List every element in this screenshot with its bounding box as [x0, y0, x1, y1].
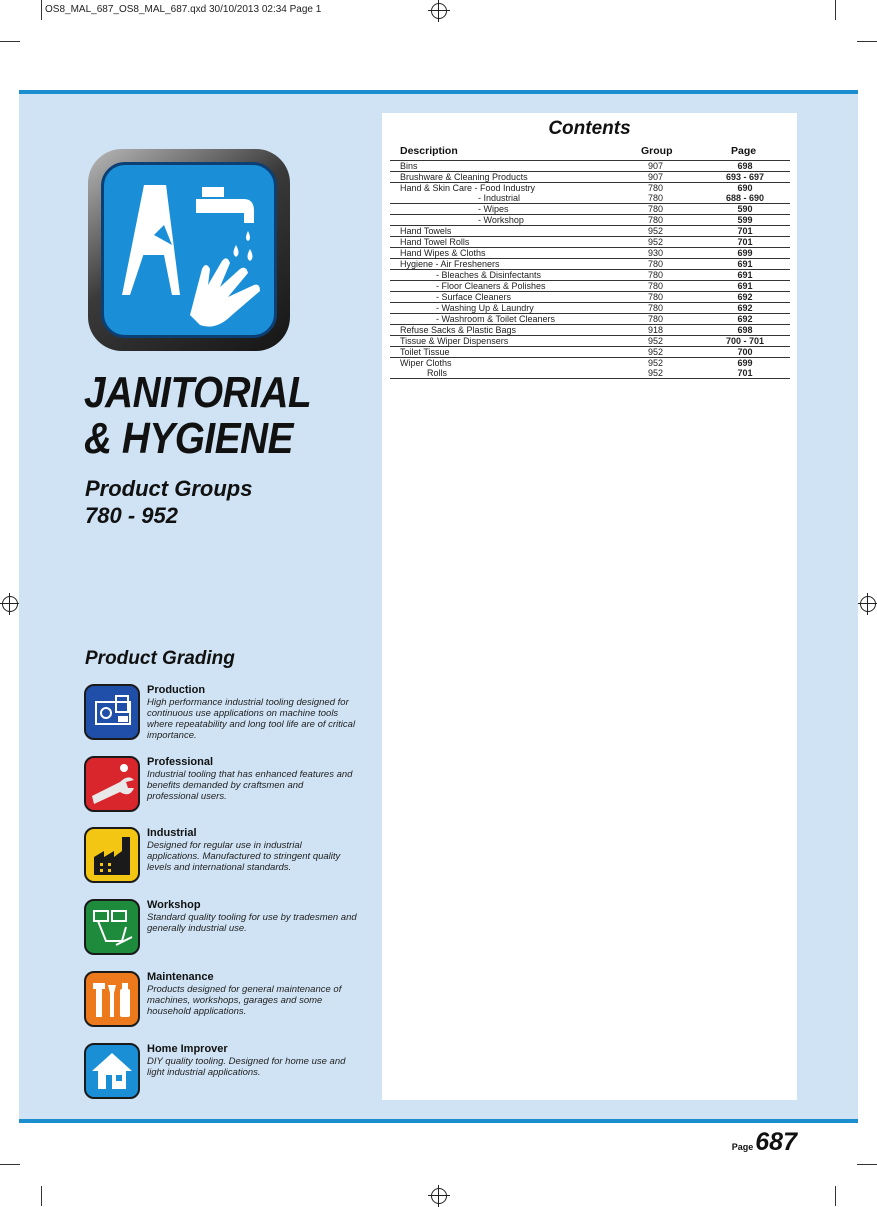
grade-name: Workshop	[147, 899, 201, 911]
row-group: 780	[648, 314, 664, 324]
section-title-line2: & HYGIENE	[84, 414, 294, 463]
row-group: 780	[648, 281, 664, 291]
grade-description: Industrial tooling that has enhanced features and benefits demanded by craftsmen and professional users.	[147, 769, 353, 802]
contents-row	[390, 335, 790, 346]
row-group: 780	[648, 292, 664, 302]
row-page: 701	[737, 237, 753, 247]
row-page: 690	[737, 183, 753, 193]
row-group: 907	[648, 172, 664, 182]
contents-row	[390, 214, 790, 225]
contents-row	[390, 357, 790, 368]
contents-row	[390, 280, 790, 291]
row-group: 780	[648, 183, 664, 193]
row-page: 692	[737, 314, 753, 324]
grade-name: Home Improver	[147, 1043, 228, 1055]
row-description: - Wipes	[478, 204, 509, 214]
crop-mark	[835, 1186, 836, 1206]
print-slug: OS8_MAL_687_OS8_MAL_687.qxd 30/10/2013 02:34 Page 1	[45, 4, 322, 15]
contents-row	[390, 368, 790, 378]
grade-name: Maintenance	[147, 971, 214, 983]
header-group: Group	[641, 145, 673, 157]
row-page: 693 - 697	[725, 172, 765, 182]
section-title-line1: JANITORIAL	[84, 368, 312, 417]
row-page: 701	[737, 226, 753, 236]
row-description: Hand Wipes & Cloths	[400, 248, 486, 258]
page-number: 687	[755, 1128, 797, 1156]
row-group: 780	[648, 303, 664, 313]
row-description: Hand & Skin Care - Food Industry	[400, 183, 536, 193]
grade-description: Products designed for general maintenance of machines, workshops, garages and some household applications.	[147, 984, 342, 1017]
row-description: Tissue & Wiper Dispensers	[400, 336, 509, 346]
contents-row	[390, 291, 790, 302]
row-page: 692	[737, 292, 753, 302]
spanner-icon	[84, 756, 140, 812]
grade-description: Standard quality tooling for use by tradesmen and generally industrial use.	[147, 912, 357, 934]
page-footer	[732, 1128, 797, 1157]
registration-mark-icon	[431, 3, 447, 19]
row-description: - Bleaches & Disinfectants	[436, 270, 542, 280]
row-page: 699	[737, 248, 753, 258]
contents-row	[390, 269, 790, 280]
row-description: - Washroom & Toilet Cleaners	[436, 314, 556, 324]
header-page: Page	[731, 145, 757, 157]
row-group: 780	[648, 204, 664, 214]
section-subtitle	[85, 475, 252, 529]
row-group: 952	[648, 237, 664, 247]
registration-mark-icon	[860, 596, 876, 612]
row-description: - Workshop	[478, 215, 524, 225]
row-description: Rolls	[427, 368, 448, 378]
header-description: Description	[400, 145, 458, 157]
grade-name: Professional	[147, 756, 214, 768]
table-bottom-rule	[390, 378, 790, 379]
crop-mark	[41, 1186, 42, 1206]
contents-row	[390, 236, 790, 247]
row-group: 952	[648, 226, 664, 236]
row-page: 700	[737, 347, 753, 357]
grade-name: Production	[147, 684, 206, 696]
row-group: 952	[648, 347, 664, 357]
grade-name: Industrial	[147, 827, 197, 839]
row-description: Refuse Sacks & Plastic Bags	[400, 325, 517, 335]
row-description: Wiper Cloths	[400, 358, 452, 368]
registration-mark-icon	[431, 1188, 447, 1204]
row-page: 698	[737, 161, 753, 171]
row-page: 700 - 701	[725, 336, 765, 346]
contents-row	[390, 182, 790, 193]
row-description: - Washing Up & Laundry	[436, 303, 534, 313]
house-icon	[84, 1043, 140, 1099]
row-group: 930	[648, 248, 664, 258]
grade-description: High performance industrial tooling designed for continuous use applications on machine tools where repeatability and long tool life are of critical importance.	[147, 697, 356, 741]
row-description: Hygiene - Air Fresheners	[400, 259, 500, 269]
row-group: 907	[648, 161, 664, 171]
contents-title: Contents	[548, 118, 631, 139]
row-page: 590	[737, 204, 753, 214]
crop-mark	[857, 41, 877, 42]
page-label: Page	[731, 1142, 754, 1152]
row-page: 699	[737, 358, 753, 368]
row-group: 918	[648, 325, 664, 335]
registration-mark-icon	[2, 596, 18, 612]
grade-description: DIY quality tooling. Designed for home use and light industrial applications.	[147, 1056, 346, 1078]
row-description: Toilet Tissue	[400, 347, 450, 357]
contents-row	[390, 247, 790, 258]
cnc-machine-icon	[84, 684, 140, 740]
factory-icon	[84, 827, 140, 883]
row-page: 691	[737, 270, 753, 280]
row-description: - Surface Cleaners	[436, 292, 512, 302]
contents-row	[390, 258, 790, 269]
row-page: 701	[737, 368, 753, 378]
row-group: 780	[648, 193, 664, 203]
contents-row	[390, 313, 790, 324]
contents-row	[390, 203, 790, 214]
row-group: 952	[648, 368, 664, 378]
contents-panel	[382, 113, 797, 1100]
crop-mark	[41, 0, 42, 20]
contents-row	[390, 302, 790, 313]
section-title	[84, 370, 311, 462]
contents-row	[390, 346, 790, 357]
row-group: 952	[648, 358, 664, 368]
row-description: - Floor Cleaners & Polishes	[436, 281, 546, 291]
contents-row	[390, 193, 790, 203]
crop-mark	[0, 1164, 20, 1165]
row-group: 952	[648, 336, 664, 346]
product-grading-title: Product Grading	[85, 648, 235, 669]
janitorial-hero-icon	[88, 149, 290, 351]
row-description: Hand Towel Rolls	[400, 237, 470, 247]
row-description: Bins	[400, 161, 418, 171]
row-page: 692	[737, 303, 753, 313]
grade-description: Designed for regular use in industrial applications. Manufactured to stringent quality levels and international standards.	[147, 840, 341, 873]
row-page: 691	[737, 281, 753, 291]
crop-mark	[835, 0, 836, 20]
row-page: 688 - 690	[725, 193, 765, 203]
crop-mark	[0, 41, 20, 42]
maintenance-tools-icon	[84, 971, 140, 1027]
row-group: 780	[648, 270, 664, 280]
contents-row	[390, 225, 790, 236]
row-description: - Industrial	[478, 193, 521, 203]
contents-table	[390, 160, 790, 379]
row-page: 691	[737, 259, 753, 269]
contents-row	[390, 171, 790, 182]
contents-row	[390, 160, 790, 171]
row-group: 780	[648, 215, 664, 225]
contents-row	[390, 324, 790, 335]
vice-icon	[84, 899, 140, 955]
crop-mark	[857, 1164, 877, 1165]
row-description: Hand Towels	[400, 226, 452, 236]
row-page: 698	[737, 325, 753, 335]
subtitle-line1: Product Groups	[85, 476, 253, 501]
row-description: Brushware & Cleaning Products	[400, 172, 528, 182]
row-page: 599	[737, 215, 753, 225]
row-group: 780	[648, 259, 664, 269]
subtitle-line2: 780 - 952	[85, 503, 178, 528]
